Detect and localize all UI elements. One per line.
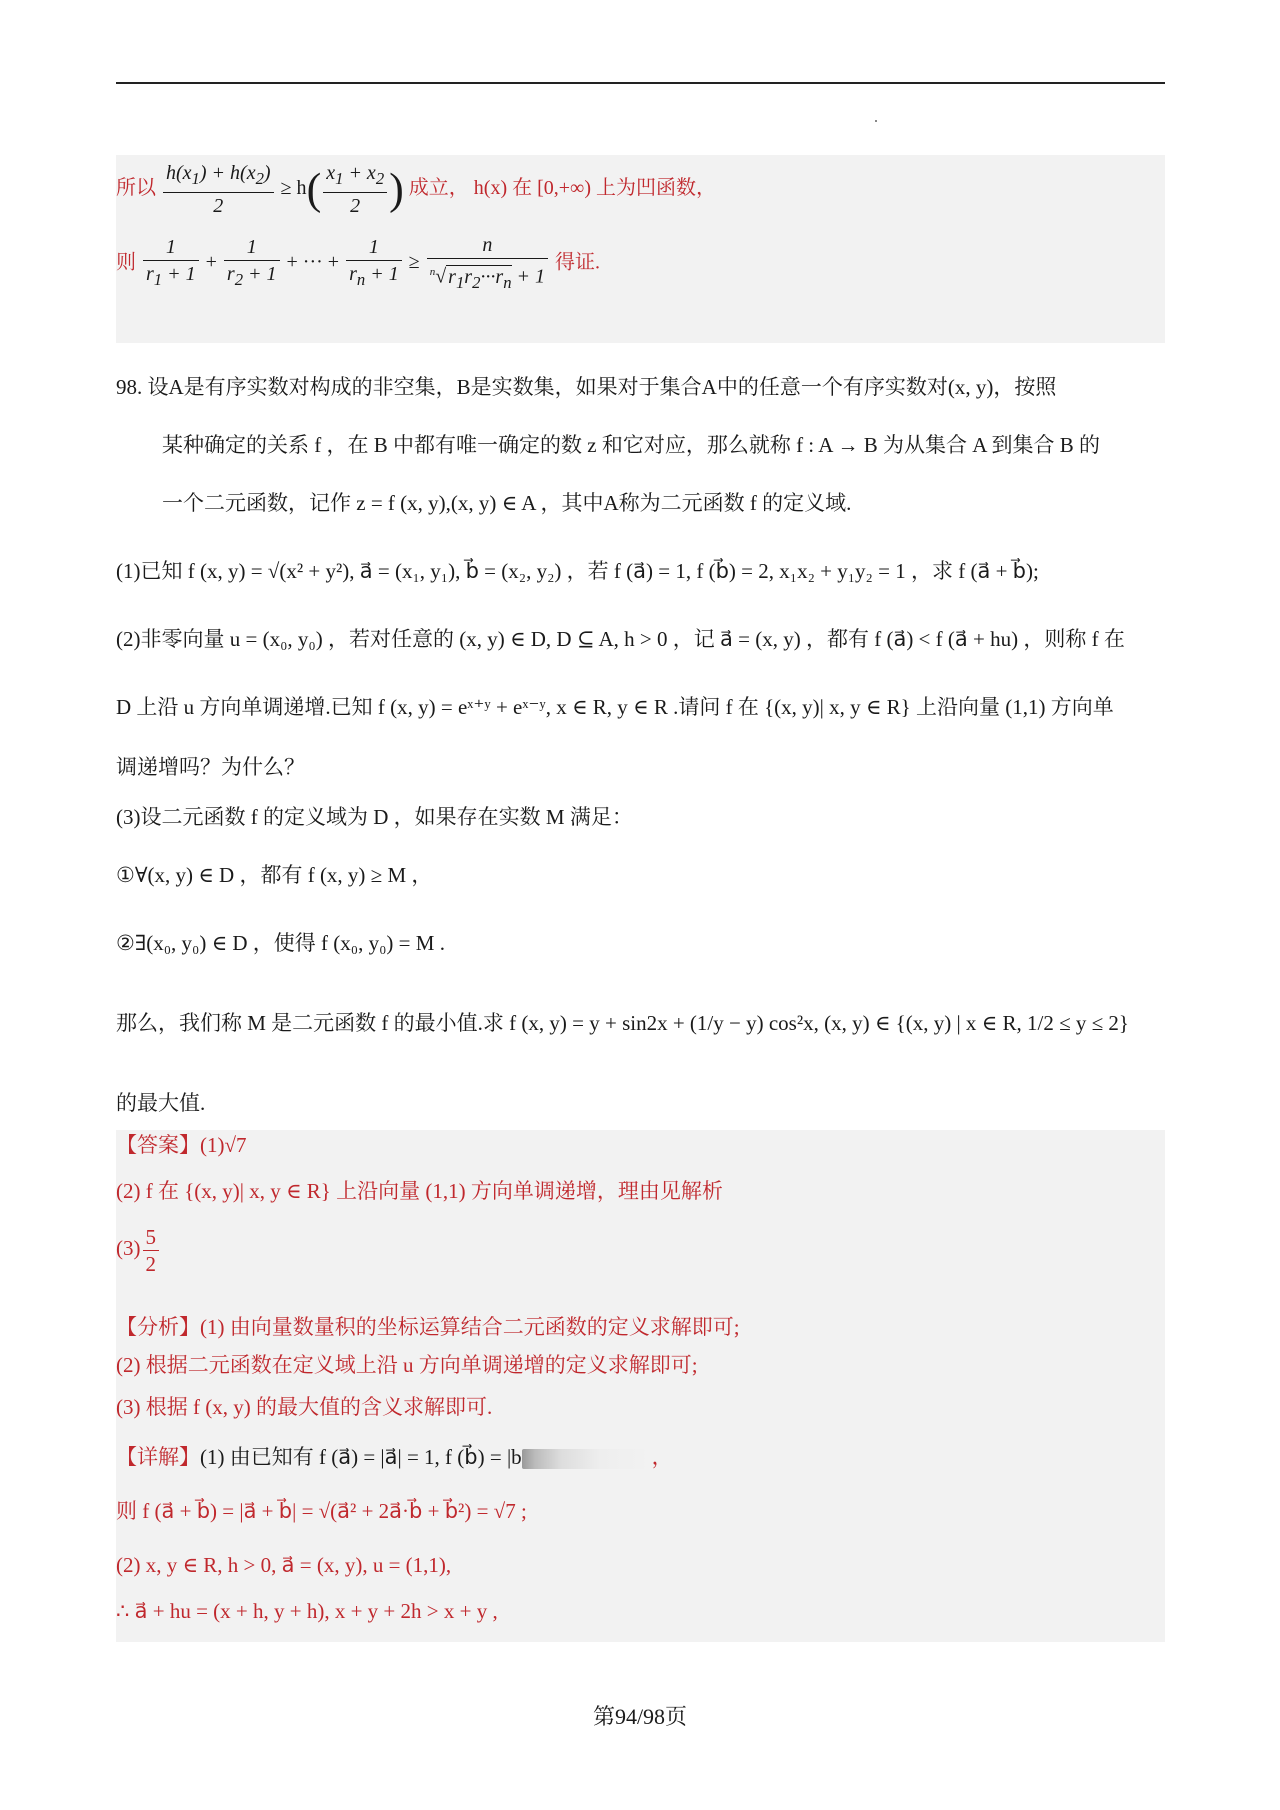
question-3-condition-1: ①∀(x, y) ∈ D ，都有 f (x, y) ≥ M ， — [116, 863, 433, 887]
question-2-line-2: D 上沿 u 方向单调递增.已知 f (x, y) = eˣ⁺ʸ + eˣ⁻ʸ, x ∈ R, y ∈ R .请问 f 在 {(x, y)| x, y ∈ R} 上沿向量 (1,1) 方向单 — [116, 695, 1114, 719]
prev-solution-line-2: 则 $\frac{1}{r_1 + 1}$ + $\frac{1}{r_2 + 1}$ + ··· + $\frac{1}{r_n + 1}$ ≥ $\frac{n}{^n√ r_1r_2\cdot\cdot\cdot r_n + 1}$ 得证. — [116, 234, 601, 292]
analysis-line-3: (3) 根据 f (x, y) 的最大值的含义求解即可. — [116, 1395, 493, 1419]
problem-line-2: 某种确定的关系 f ，在 B 中都有唯一确定的数 z 和它对应，那么就称 f : A → B 为从集合 A 到集合 B 的 — [162, 433, 1101, 457]
answer-1: 【答案】(1)√7 — [116, 1133, 247, 1157]
answer-2: (2) f 在 {(x, y)| x, y ∈ R} 上沿向量 (1,1) 方向单调递增，理由见解析 — [116, 1179, 723, 1203]
detail-label: 【详解】 — [116, 1445, 200, 1469]
header-rule — [116, 82, 1165, 84]
answer-label: 【答案】 — [116, 1133, 200, 1157]
detail-line-4: ∴ a⃗ + hu = (x + h, y + h), x + y + 2h > x + y , — [116, 1599, 498, 1623]
question-3-line-1: (3)设二元函数 f 的定义域为 D ，如果存在实数 M 满足： — [116, 805, 633, 829]
analysis-label: 【分析】 — [116, 1315, 200, 1339]
problem-line-3: 一个二元函数，记作 z = f (x, y),(x, y) ∈ A ，其中A称为二元函数 f 的定义域. — [162, 491, 852, 515]
analysis-line-1: 【分析】(1) 由向量数量积的坐标运算结合二元函数的定义求解即可; — [116, 1315, 740, 1339]
analysis-line-2: (2) 根据二元函数在定义域上沿 u 方向单调递增的定义求解即可; — [116, 1353, 698, 1377]
prev-solution-line-1: 所以 $\frac{h(x_1) + h(x_2)}{2}$ ≥ h( $\frac{x_1 + x_2}{2}$ ) 成立， h(x) 在 [0,+∞) 上为凹函数， — [116, 161, 716, 217]
smudge — [522, 1449, 652, 1469]
problem-number: 98. — [116, 375, 143, 399]
question-1: (1)已知 f (x, y) = √(x² + y²), a⃗ = (x₁, y₁), b⃗ = (x₂, y₂) ，若 f (a⃗) = 1, f (b⃗) = 2, x₁x₂ + y₁y₂ = 1 ，求 f (a⃗ + b⃗); — [116, 559, 1039, 583]
detail-line-1: 【详解】(1) 由已知有 f (a⃗) = |a⃗| = 1, f (b⃗) = |b ， — [116, 1445, 673, 1469]
speck — [875, 120, 877, 122]
problem-line-1: 98. 设A是有序实数对构成的非空集，B是实数集，如果对于集合A中的任意一个有序实数对(x, y)，按照 — [116, 375, 1057, 399]
answer-3: (3) $\frac{5}{2}$ — [116, 1220, 161, 1277]
question-3-line-5: 的最大值. — [116, 1091, 206, 1115]
detail-line-3: (2) x, y ∈ R, h > 0, a⃗ = (x, y), u = (1,1), — [116, 1553, 452, 1577]
question-3-line-4: 那么，我们称 M 是二元函数 f 的最小值.求 f (x, y) = y + sin2x + (1/y − y) cos²x, (x, y) ∈ {(x, y) | x ∈ R, 1/2 ≤ y ≤ 2} — [116, 1011, 1129, 1035]
question-3-condition-2: ②∃(x₀, y₀) ∈ D ，使得 f (x₀, y₀) = M . — [116, 931, 445, 955]
question-2-line-3: 调递增吗？为什么？ — [116, 755, 305, 779]
page-number: 第94/98页 — [592, 1704, 688, 1729]
detail-line-2: 则 f (a⃗ + b⃗) = |a⃗ + b⃗| = √(a⃗² + 2a⃗·b⃗ + b⃗²) = √7 ; — [116, 1499, 527, 1523]
question-2-line-1: (2)非零向量 u = (x₀, y₀) ，若对任意的 (x, y) ∈ D, D ⊆ A, h > 0 ，记 a⃗ = (x, y) ，都有 f (a⃗) < f (a⃗ + hu) ，则称 f 在 — [116, 627, 1125, 651]
